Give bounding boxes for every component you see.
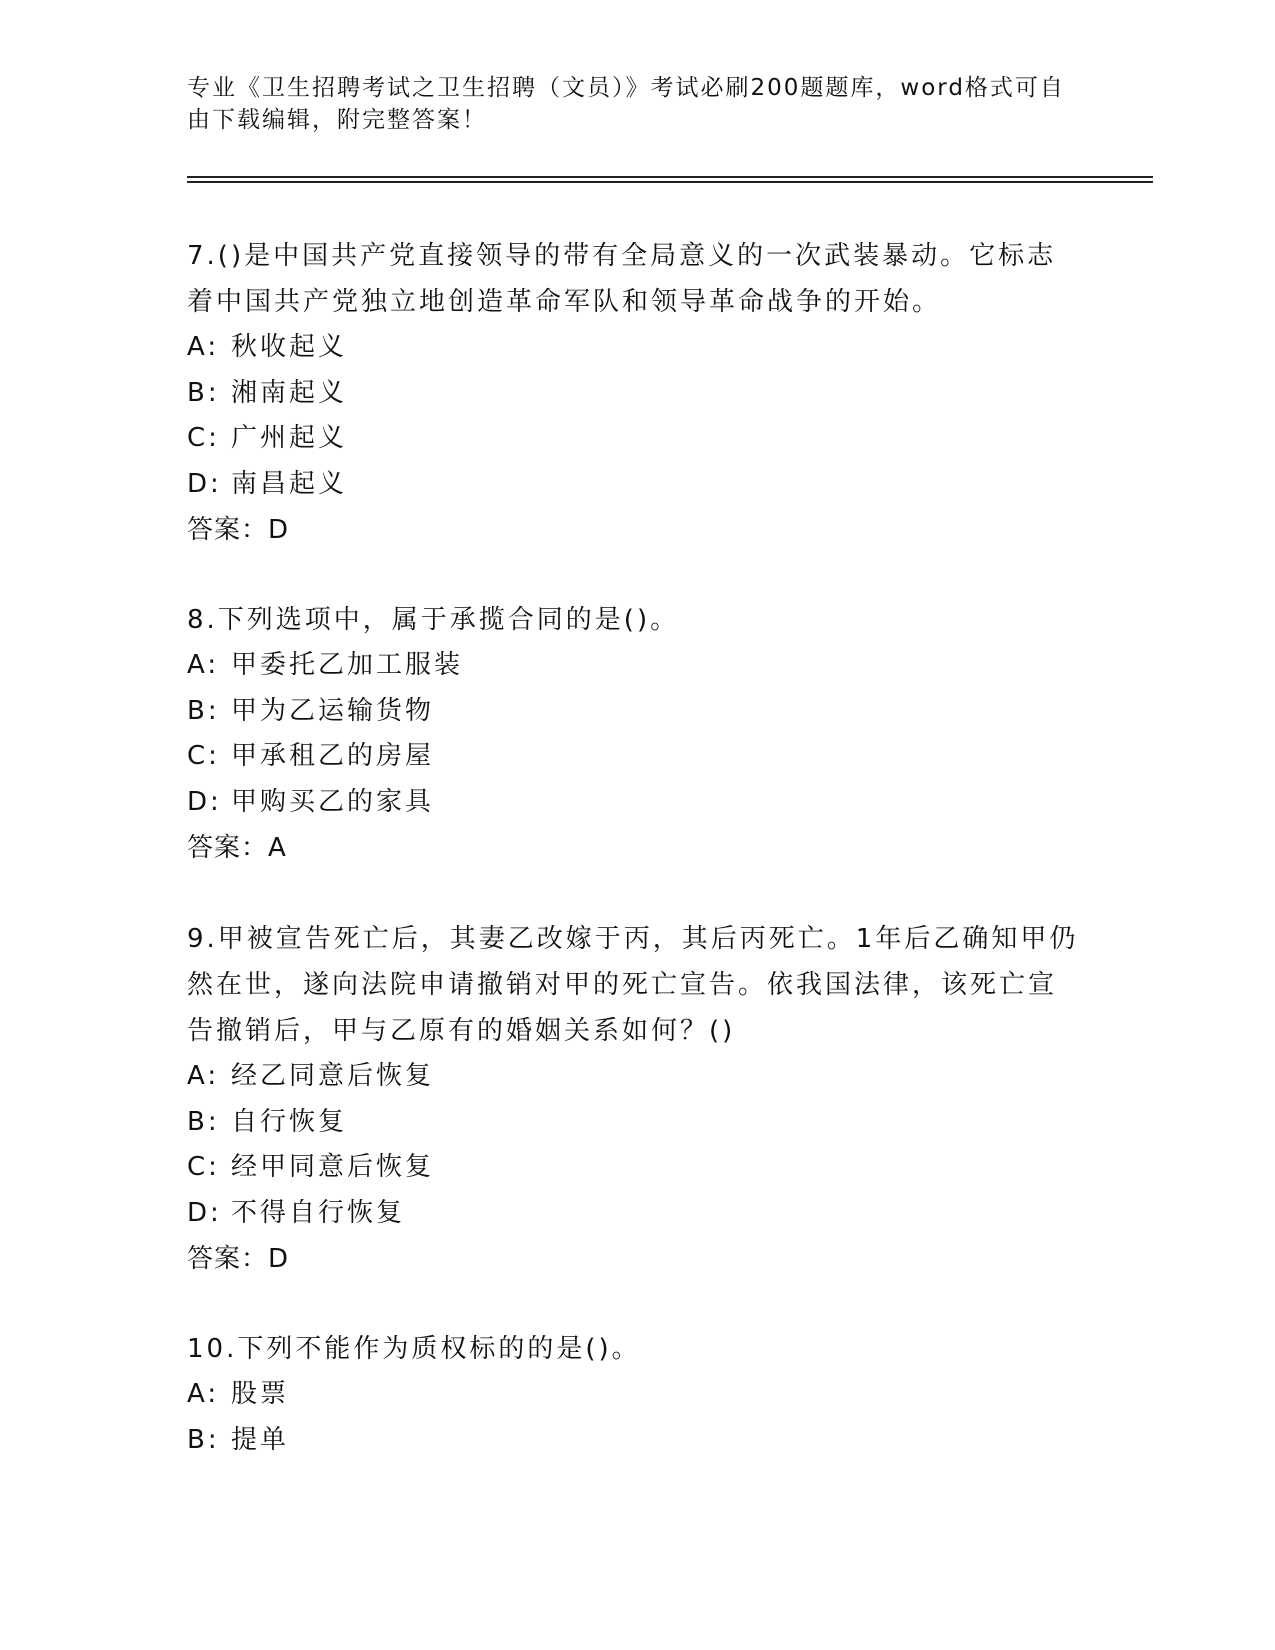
- option-a: [187, 325, 1087, 371]
- option-a: [187, 1054, 1087, 1100]
- header-divider-bottom: [187, 181, 1153, 183]
- option-text: 秋收起义: [231, 332, 348, 362]
- header-line-1: 专业《卫生招聘考试之卫生招聘（文员）》考试必刷200题题库，word格式可自: [187, 75, 1065, 101]
- option-label: A:: [187, 650, 220, 680]
- option-b: [187, 689, 1087, 735]
- option-text: 广州起义: [231, 423, 348, 453]
- question-stem: [187, 1326, 1087, 1372]
- option-d: [187, 462, 1087, 508]
- question-stem: [187, 916, 1087, 1054]
- question-7: [187, 233, 1087, 553]
- option-label: C:: [187, 741, 220, 771]
- option-label: D:: [187, 786, 222, 817]
- option-text: 经甲同意后恢复: [231, 1152, 435, 1182]
- option-c: [187, 1145, 1087, 1191]
- header-divider-top: [187, 176, 1153, 178]
- option-b: [187, 1100, 1087, 1146]
- option-b: [187, 1418, 1087, 1464]
- stem-line: 然在世，遂向法院申请撤销对甲的死亡宣告。依我国法律，该死亡宣: [187, 970, 1058, 1000]
- option-d: [187, 780, 1087, 826]
- stem-line: 8.下列选项中，属于承揽合同的是()。: [187, 605, 680, 635]
- header-line-2: 由下载编辑，附完整答案！: [187, 107, 487, 133]
- option-c: [187, 734, 1087, 780]
- question-stem: [187, 233, 1087, 325]
- stem-line: 着中国共产党独立地创造革命军队和领导革命战争的开始。: [187, 287, 942, 317]
- question-9: [187, 916, 1087, 1282]
- option-label: C:: [187, 1152, 220, 1182]
- question-10: [187, 1326, 1087, 1463]
- stem-line: 7.()是中国共产党直接领导的带有全局意义的一次武装暴动。它标志: [187, 241, 1057, 271]
- stem-line: 9.甲被宣告死亡后，其妻乙改嫁于丙，其后丙死亡。1年后乙确知甲仍: [187, 924, 1079, 954]
- document-header: [187, 72, 1067, 136]
- option-text: 甲为乙运输货物: [231, 695, 435, 726]
- option-text: 湘南起义: [231, 377, 348, 408]
- option-label: D:: [187, 468, 222, 499]
- answer: 答案：D: [187, 515, 290, 545]
- option-text: 不得自行恢复: [231, 1197, 406, 1228]
- option-label: A:: [187, 332, 220, 362]
- option-a: [187, 643, 1087, 689]
- option-text: 南昌起义: [231, 468, 348, 499]
- question-8: [187, 597, 1087, 871]
- option-text: 自行恢复: [231, 1106, 348, 1137]
- stem-line: 告撤销后，甲与乙原有的婚姻关系如何？(): [187, 1016, 736, 1046]
- option-label: B:: [187, 695, 220, 726]
- option-text: 提单: [231, 1424, 290, 1455]
- option-d: [187, 1191, 1087, 1237]
- option-label: B:: [187, 1424, 220, 1455]
- option-label: A:: [187, 1061, 220, 1091]
- answer: 答案：A: [187, 833, 287, 863]
- option-label: A:: [187, 1379, 220, 1409]
- stem-line: 10.下列不能作为质权标的的是()。: [187, 1334, 641, 1364]
- option-label: B:: [187, 1106, 220, 1137]
- option-label: C:: [187, 423, 220, 453]
- option-label: B:: [187, 377, 220, 408]
- answer: 答案：D: [187, 1244, 290, 1274]
- option-text: 甲委托乙加工服装: [231, 650, 464, 680]
- option-text: 经乙同意后恢复: [231, 1061, 435, 1091]
- option-text: 股票: [231, 1379, 290, 1409]
- option-label: D:: [187, 1197, 222, 1228]
- option-b: [187, 371, 1087, 417]
- option-text: 甲购买乙的家具: [231, 786, 435, 817]
- option-text: 甲承租乙的房屋: [231, 741, 435, 771]
- option-c: [187, 416, 1087, 462]
- option-a: [187, 1372, 1087, 1418]
- question-stem: [187, 597, 1087, 643]
